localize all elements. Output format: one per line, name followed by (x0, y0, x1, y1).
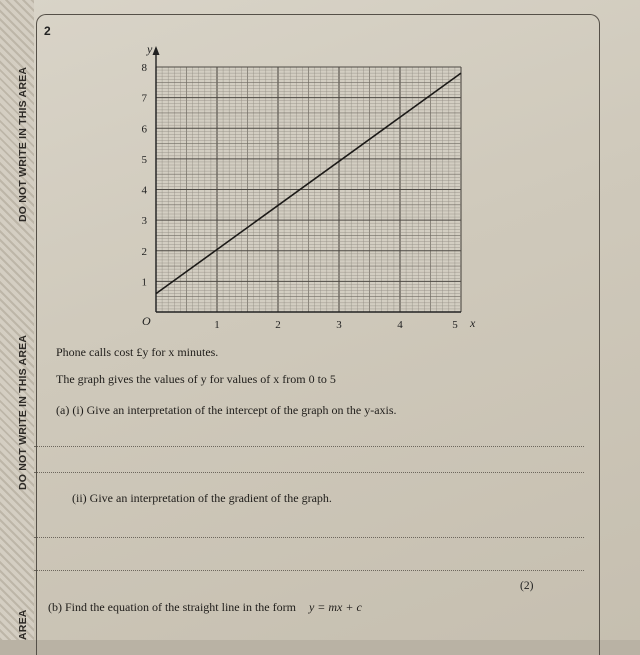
intro-text: Phone calls cost £y for x minutes. (56, 345, 219, 359)
x-tick-label: 2 (275, 319, 281, 331)
answer-line-a-ii-1[interactable] (34, 537, 584, 538)
line-graph (138, 44, 483, 344)
question-b-formula: y = mx + c (308, 600, 362, 614)
x-axis-label: x (470, 316, 476, 330)
origin-label: O (142, 314, 151, 328)
question-a-ii: (ii) Give an interpretation of the gradient of the graph. (72, 491, 332, 505)
question-a-i: (a) (i) Give an interpretation of the intercept of the graph on the y-axis. (56, 403, 397, 417)
marks-label: (2) (520, 580, 534, 592)
margin-warning-top: DO NOT WRITE IN THIS AREA (17, 66, 29, 222)
question-b-text: (b) Find the equation of the straight line in the form (48, 600, 296, 614)
x-tick-label: 5 (452, 319, 458, 331)
question-number: 2 (44, 24, 51, 38)
x-tick-label: 4 (397, 319, 403, 331)
y-tick-label: 2 (141, 245, 147, 258)
y-tick-label: 5 (141, 153, 147, 166)
y-axis-arrow (153, 46, 160, 55)
y-tick-label: 4 (141, 184, 147, 197)
answer-line-a-i-1[interactable] (34, 446, 584, 447)
question-b (48, 600, 362, 615)
margin-warning-middle: DO NOT WRITE IN THIS AREA (17, 334, 29, 490)
margin-warning-bottom: AREA (17, 609, 29, 640)
y-tick-label: 3 (141, 215, 147, 228)
y-tick-label: 7 (141, 92, 147, 105)
y-axis-label: y (147, 44, 153, 56)
x-tick-label: 1 (214, 319, 220, 331)
y-tick-label: 8 (141, 62, 147, 74)
y-tick-label: 6 (141, 123, 147, 136)
x-tick-label: 3 (336, 319, 342, 331)
answer-line-a-ii-2[interactable] (34, 570, 584, 571)
y-tick-label: 1 (141, 276, 147, 289)
answer-line-a-i-2[interactable] (34, 472, 584, 473)
graph-description: The graph gives the values of y for values of x from 0 to 5 (56, 372, 336, 386)
